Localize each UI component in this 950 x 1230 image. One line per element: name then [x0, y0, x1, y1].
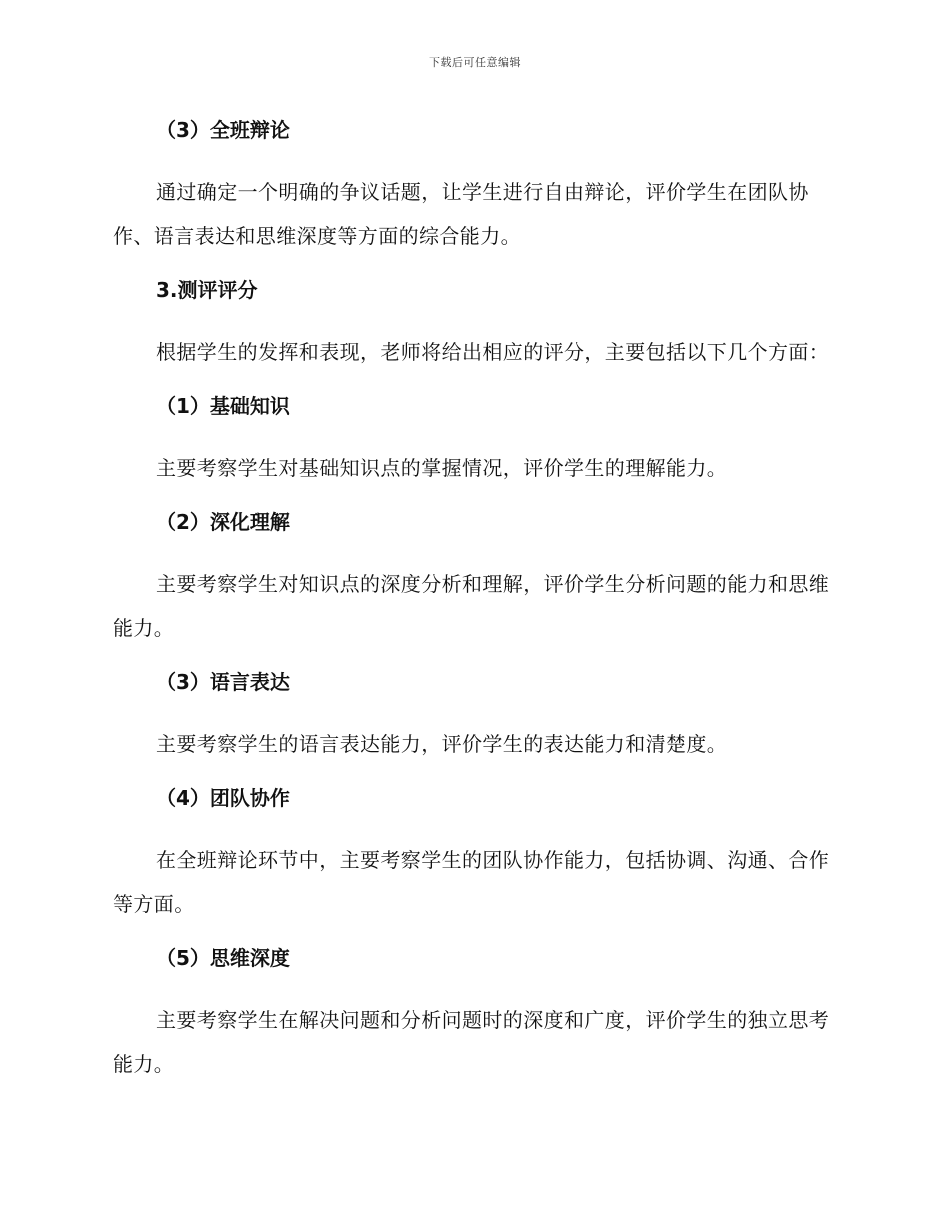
paragraph-basic-knowledge: 主要考察学生对基础知识点的掌握情况，评价学生的理解能力。 [156, 456, 728, 480]
subheading-deep-understanding: （2）深化理解 [156, 510, 290, 534]
subheading-thinking-depth: （5）思维深度 [156, 946, 290, 970]
paragraph-thinking-depth: 主要考察学生在解决问题和分析问题时的深度和广度，评价学生的独立思考能力。 [113, 1008, 830, 1076]
paragraph-deep-understanding: 主要考察学生对知识点的深度分析和理解，评价学生分析问题的能力和思维能力。 [113, 572, 830, 640]
subheading-teamwork: （4）团队协作 [156, 786, 290, 810]
section-heading-debate: （3）全班辩论 [156, 118, 290, 142]
page-header-note: 下载后可任意编辑 [429, 56, 521, 69]
subheading-basic-knowledge: （1）基础知识 [156, 394, 290, 418]
subheading-language-expression: （3）语言表达 [156, 670, 290, 694]
paragraph-scoring-intro: 根据学生的发挥和表现，老师将给出相应的评分，主要包括以下几个方面： [156, 340, 830, 364]
document-body [113, 112, 833, 1100]
paragraph-debate: 通过确定一个明确的争议话题，让学生进行自由辩论，评价学生在团队协作、语言表达和思维深度等方面的综合能力。 [113, 180, 809, 248]
paragraph-teamwork: 在全班辩论环节中，主要考察学生的团队协作能力，包括协调、沟通、合作等方面。 [113, 848, 830, 916]
section-heading-scoring: 3.测评评分 [156, 278, 258, 302]
paragraph-language-expression: 主要考察学生的语言表达能力，评价学生的表达能力和清楚度。 [156, 732, 728, 756]
